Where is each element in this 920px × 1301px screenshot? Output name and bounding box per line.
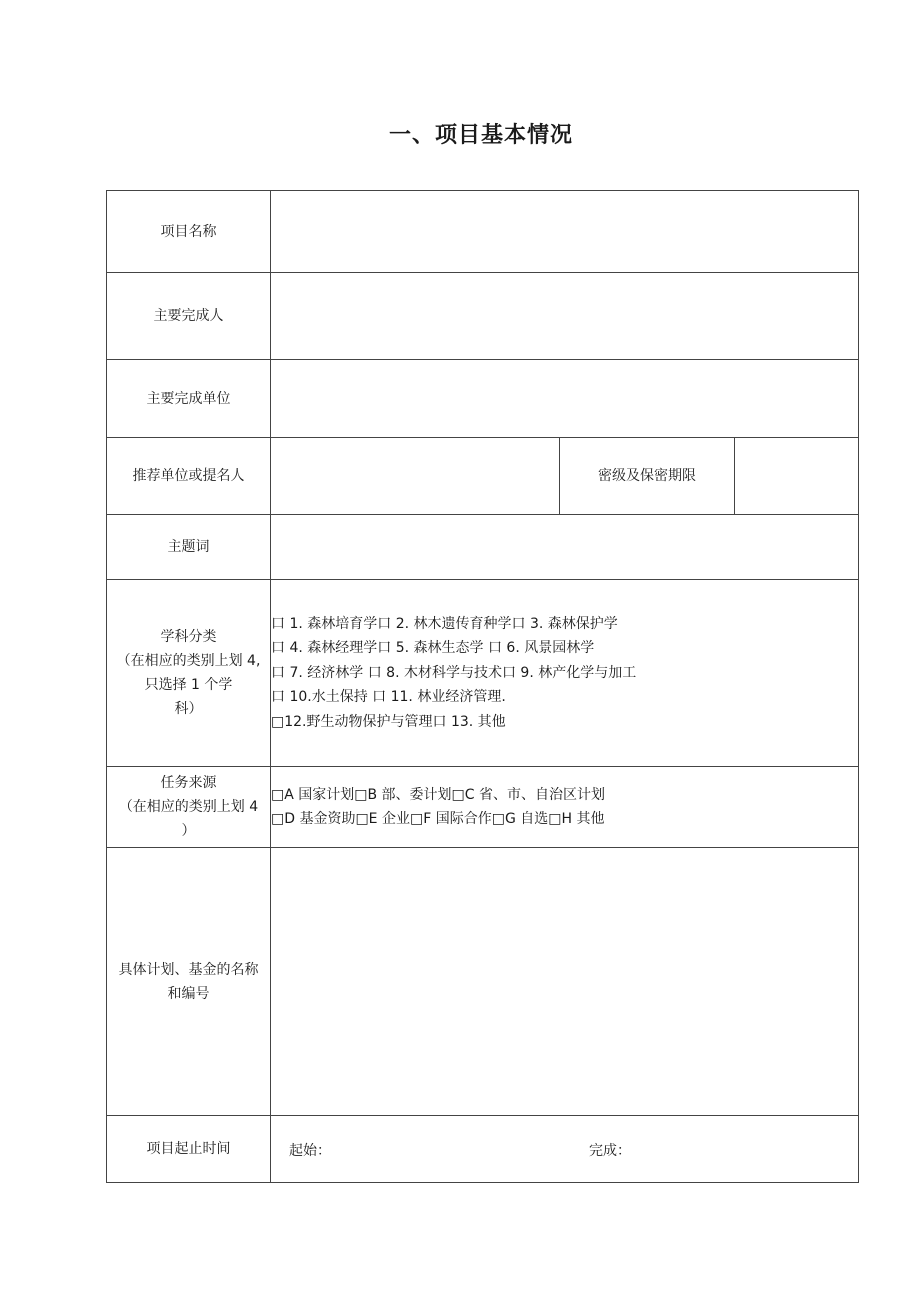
- secret-level-label: 密级及保密期限: [560, 438, 735, 515]
- task-source-label: [107, 767, 271, 848]
- period-label: 项目起止时间: [107, 1116, 271, 1183]
- discipline-options: [271, 580, 859, 767]
- plan-fund-label: [107, 848, 271, 1116]
- recommender-label: 推荐单位或提名人: [107, 438, 271, 515]
- row-keywords: [107, 515, 859, 580]
- discipline-option-line[interactable]: □12.野生动物保护与管理口 13. 其他: [271, 713, 506, 730]
- main-units-field[interactable]: [271, 360, 859, 438]
- discipline-option-line[interactable]: 口 1. 森林培育学口 2. 林木遗传育种学口 3. 森林保护学: [271, 615, 618, 632]
- discipline-label-line: （在相应的类别上划 4,: [116, 653, 261, 669]
- page-title: 一、项目基本情况: [388, 123, 573, 148]
- row-recommender: [107, 438, 859, 515]
- main-persons-field[interactable]: [271, 273, 859, 360]
- period-field: [271, 1116, 859, 1183]
- project-name-field[interactable]: [271, 191, 859, 273]
- plan-fund-label-line: 具体计划、基金的名称: [118, 961, 259, 978]
- project-name-label: 项目名称: [107, 191, 271, 273]
- discipline-label: [107, 580, 271, 767]
- main-units-label: 主要完成单位: [107, 360, 271, 438]
- keywords-field[interactable]: [271, 515, 859, 580]
- task-source-option-line[interactable]: □D 基金资助□E 企业□F 国际合作□G 自选□H 其他: [271, 811, 605, 827]
- discipline-label-line: 学科分类: [160, 629, 217, 645]
- discipline-option-line[interactable]: 口 7. 经济林学 口 8. 木材科学与技术口 9. 林产化学与加工: [271, 664, 637, 681]
- row-project-name: [107, 191, 859, 273]
- task-source-label-line: （在相应的类别上划 4: [118, 799, 259, 815]
- main-persons-label: 主要完成人: [107, 273, 271, 360]
- row-main-units: [107, 360, 859, 438]
- keywords-label: 主题词: [107, 515, 271, 580]
- task-source-options: [271, 767, 859, 848]
- recommender-field[interactable]: [271, 438, 560, 515]
- secret-level-field[interactable]: [735, 438, 859, 515]
- start-date-label[interactable]: 起始：: [289, 1143, 331, 1159]
- row-task-source: [107, 767, 859, 848]
- discipline-label-line: 只选择 1 个学: [144, 677, 233, 693]
- discipline-label-line: 科）: [174, 701, 203, 717]
- task-source-label-line: 任务来源: [160, 775, 217, 791]
- row-discipline: [107, 580, 859, 767]
- row-plan-fund: [107, 848, 859, 1116]
- task-source-option-line[interactable]: □A 国家计划□B 部、委计划□C 省、市、自治区计划: [271, 786, 605, 803]
- row-main-persons: [107, 273, 859, 360]
- row-period: [107, 1116, 859, 1183]
- end-date-label[interactable]: 完成：: [589, 1143, 631, 1159]
- discipline-option-line[interactable]: 口 4. 森林经理学口 5. 森林生态学 口 6. 风景园林学: [271, 640, 595, 657]
- task-source-label-line: ）: [181, 823, 196, 839]
- plan-fund-field[interactable]: [271, 848, 859, 1116]
- plan-fund-label-line: 和编号: [167, 985, 210, 1002]
- discipline-option-line[interactable]: 口 10.水土保持 口 11. 林业经济管理.: [271, 689, 506, 706]
- project-info-form: [106, 190, 859, 1183]
